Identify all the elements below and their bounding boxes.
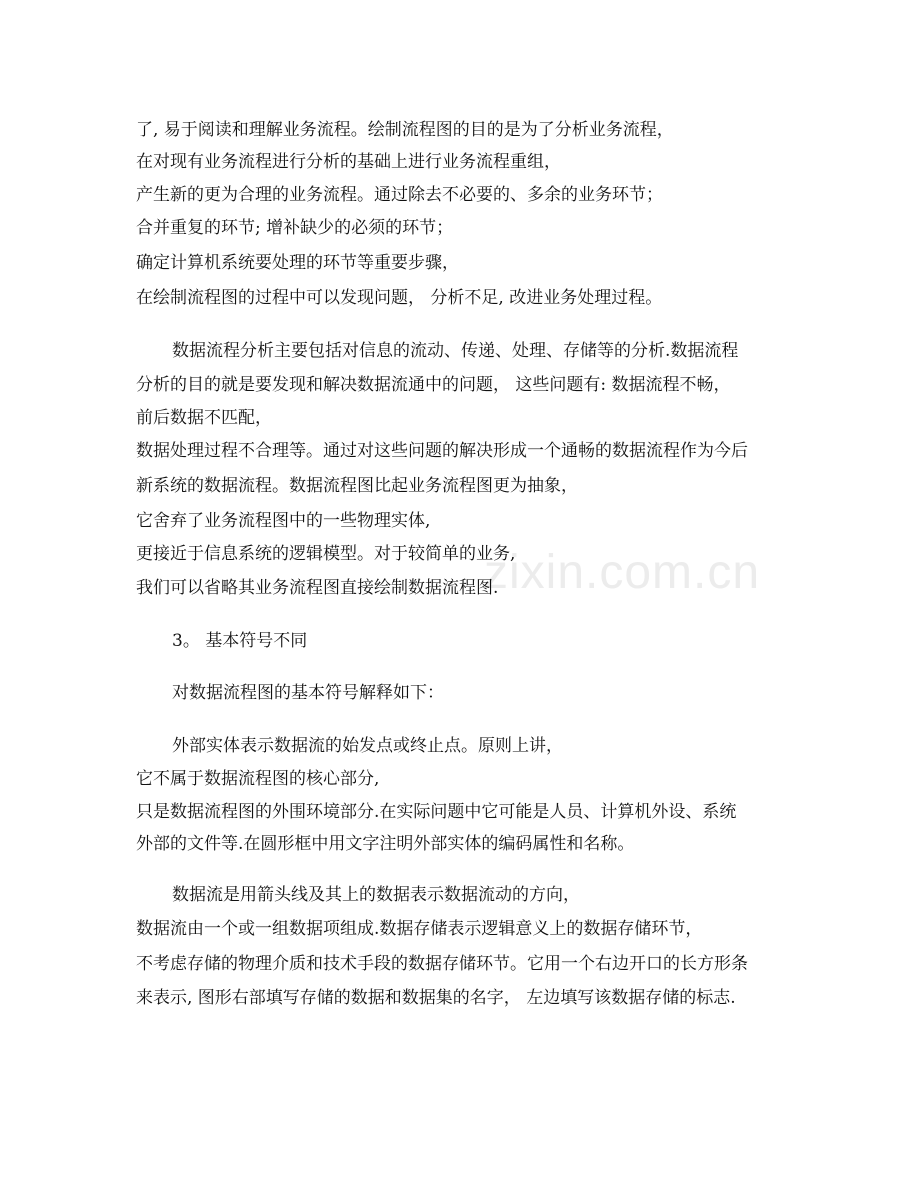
paragraph-6-line-2: 数据流由一个或一组数据项组成.数据存储表示逻辑意义上的数据存储环节，: [136, 919, 703, 939]
paragraph-6-line-4: 来表示, 图形右部填写存储的数据和数据集的名字， 左边填写该数据存储的标志.: [136, 988, 736, 1008]
paragraph-2-line-3: 前后数据不匹配，: [136, 408, 272, 428]
paragraph-1-line-2: 在对现有业务流程进行分析的基础上进行业务流程重组，: [136, 152, 561, 172]
paragraph-5-line-2: 它不属于数据流程图的核心部分,: [136, 769, 380, 789]
watermark: zixin.com.cn: [484, 546, 761, 599]
paragraph-2-line-6: 它舍弃了业务流程图中的一些物理实体,: [136, 511, 431, 531]
paragraph-2-line-8: 我们可以省略其业务流程图直接绘制数据流程图.: [136, 578, 499, 598]
paragraph-5-line-3: 只是数据流程图的外围环境部分.在实际问题中它可能是人员、计算机外设、系统: [136, 802, 737, 822]
paragraph-2-line-5: 新系统的数据流程。数据流程图比起业务流程图更为抽象，: [136, 476, 578, 496]
section-heading: 3。 基本符号不同: [172, 631, 308, 651]
paragraph-1-line-6: 在绘制流程图的过程中可以发现问题， 分析不足, 改进业务处理过程。: [136, 288, 663, 308]
paragraph-2-line-4: 数据处理过程不合理等。通过对这些问题的解决形成一个通畅的数据流程作为今后: [136, 441, 748, 461]
paragraph-1-line-3: 产生新的更为合理的业务流程。通过除去不必要的、多余的业务环节；: [136, 185, 663, 205]
paragraph-1-line-4: 合并重复的环节; 增补缺少的必须的环节；: [136, 218, 454, 238]
paragraph-2-line-2: 分析的目的就是要发现和解决数据流通中的问题， 这些问题有: 数据流程不畅，: [136, 375, 731, 395]
paragraph-6-line-3: 不考虑存储的物理介质和技术手段的数据存储环节。它用一个右边开口的长方形条: [136, 954, 748, 974]
paragraph-5-line-1: 外部实体表示数据流的始发点或终止点。原则上讲，: [172, 736, 563, 756]
paragraph-1-line-1: 了, 易于阅读和理解业务流程。绘制流程图的目的是为了分析业务流程，: [136, 120, 674, 140]
paragraph-5-line-4: 外部的文件等.在圆形框中用文字注明外部实体的编码属性和名称。: [136, 834, 635, 854]
paragraph-4-line-1: 对数据流程图的基本符号解释如下：: [172, 683, 444, 703]
paragraph-1-line-5: 确定计算机系统要处理的环节等重要步骤，: [136, 253, 459, 273]
paragraph-2-line-7: 更接近于信息系统的逻辑模型。对于较简单的业务,: [136, 544, 516, 564]
paragraph-6-line-1: 数据流是用箭头线及其上的数据表示数据流动的方向，: [172, 885, 580, 905]
paragraph-2-line-1: 数据流程分析主要包括对信息的流动、传递、处理、存储等的分析.数据流程: [172, 341, 739, 361]
